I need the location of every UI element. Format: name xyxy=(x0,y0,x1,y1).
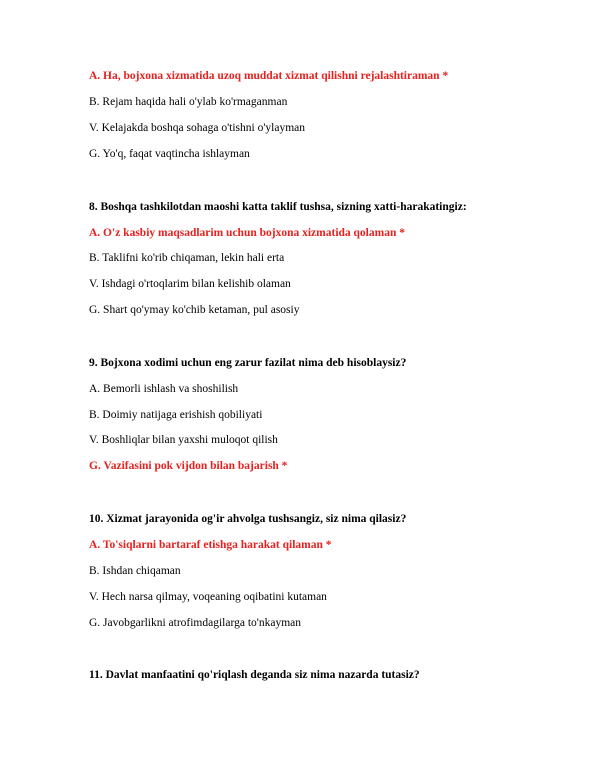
answer-option: B. Rejam haqida hali o'ylab ko'rmaganman xyxy=(89,96,288,108)
answer-option: G. Vazifasini pok vijdon bilan bajarish * xyxy=(89,460,288,472)
answer-option: G. Javobgarlikni atrofimdagilarga to'nkayman xyxy=(89,617,301,629)
question-heading: 8. Boshqa tashkilotdan maoshi katta taklif tushsa, sizning xatti-harakatingiz: xyxy=(89,201,467,213)
answer-option: A. O'z kasbiy maqsadlarim uchun bojxona xizmatida qolaman * xyxy=(89,227,405,239)
question-heading: 11. Davlat manfaatini qo'riqlash deganda siz nima nazarda tutasiz? xyxy=(89,669,420,681)
answer-option: A. Ha, bojxona xizmatida uzoq muddat xizmat qilishni rejalashtiraman * xyxy=(89,70,449,82)
question-heading: 9. Bojxona xodimi uchun eng zarur fazilat nima deb hisoblaysiz? xyxy=(89,357,407,369)
answer-option: G. Shart qo'ymay ko'chib ketaman, pul asosiy xyxy=(89,304,300,316)
question-heading: 10. Xizmat jarayonida og'ir ahvolga tushsangiz, siz nima qilasiz? xyxy=(89,513,407,525)
answer-option: G. Yo'q, faqat vaqtincha ishlayman xyxy=(89,148,250,160)
answer-option: B. Ishdan chiqaman xyxy=(89,565,181,577)
answer-option: V. Ishdagi o'rtoqlarim bilan kelishib olaman xyxy=(89,278,291,290)
answer-option: A. Bemorli ishlash va shoshilish xyxy=(89,383,239,395)
answer-option: B. Doimiy natijaga erishish qobiliyati xyxy=(89,409,263,421)
answer-option: V. Hech narsa qilmay, voqeaning oqibatini kutaman xyxy=(89,591,327,603)
answer-option: A. To'siqlarni bartaraf etishga harakat qilaman * xyxy=(89,539,332,551)
answer-option: B. Taklifni ko'rib chiqaman, lekin hali erta xyxy=(89,252,285,264)
answer-option: V. Boshliqlar bilan yaxshi muloqot qilish xyxy=(89,434,278,446)
answer-option: V. Kelajakda boshqa sohaga o'tishni o'ylayman xyxy=(89,122,306,134)
